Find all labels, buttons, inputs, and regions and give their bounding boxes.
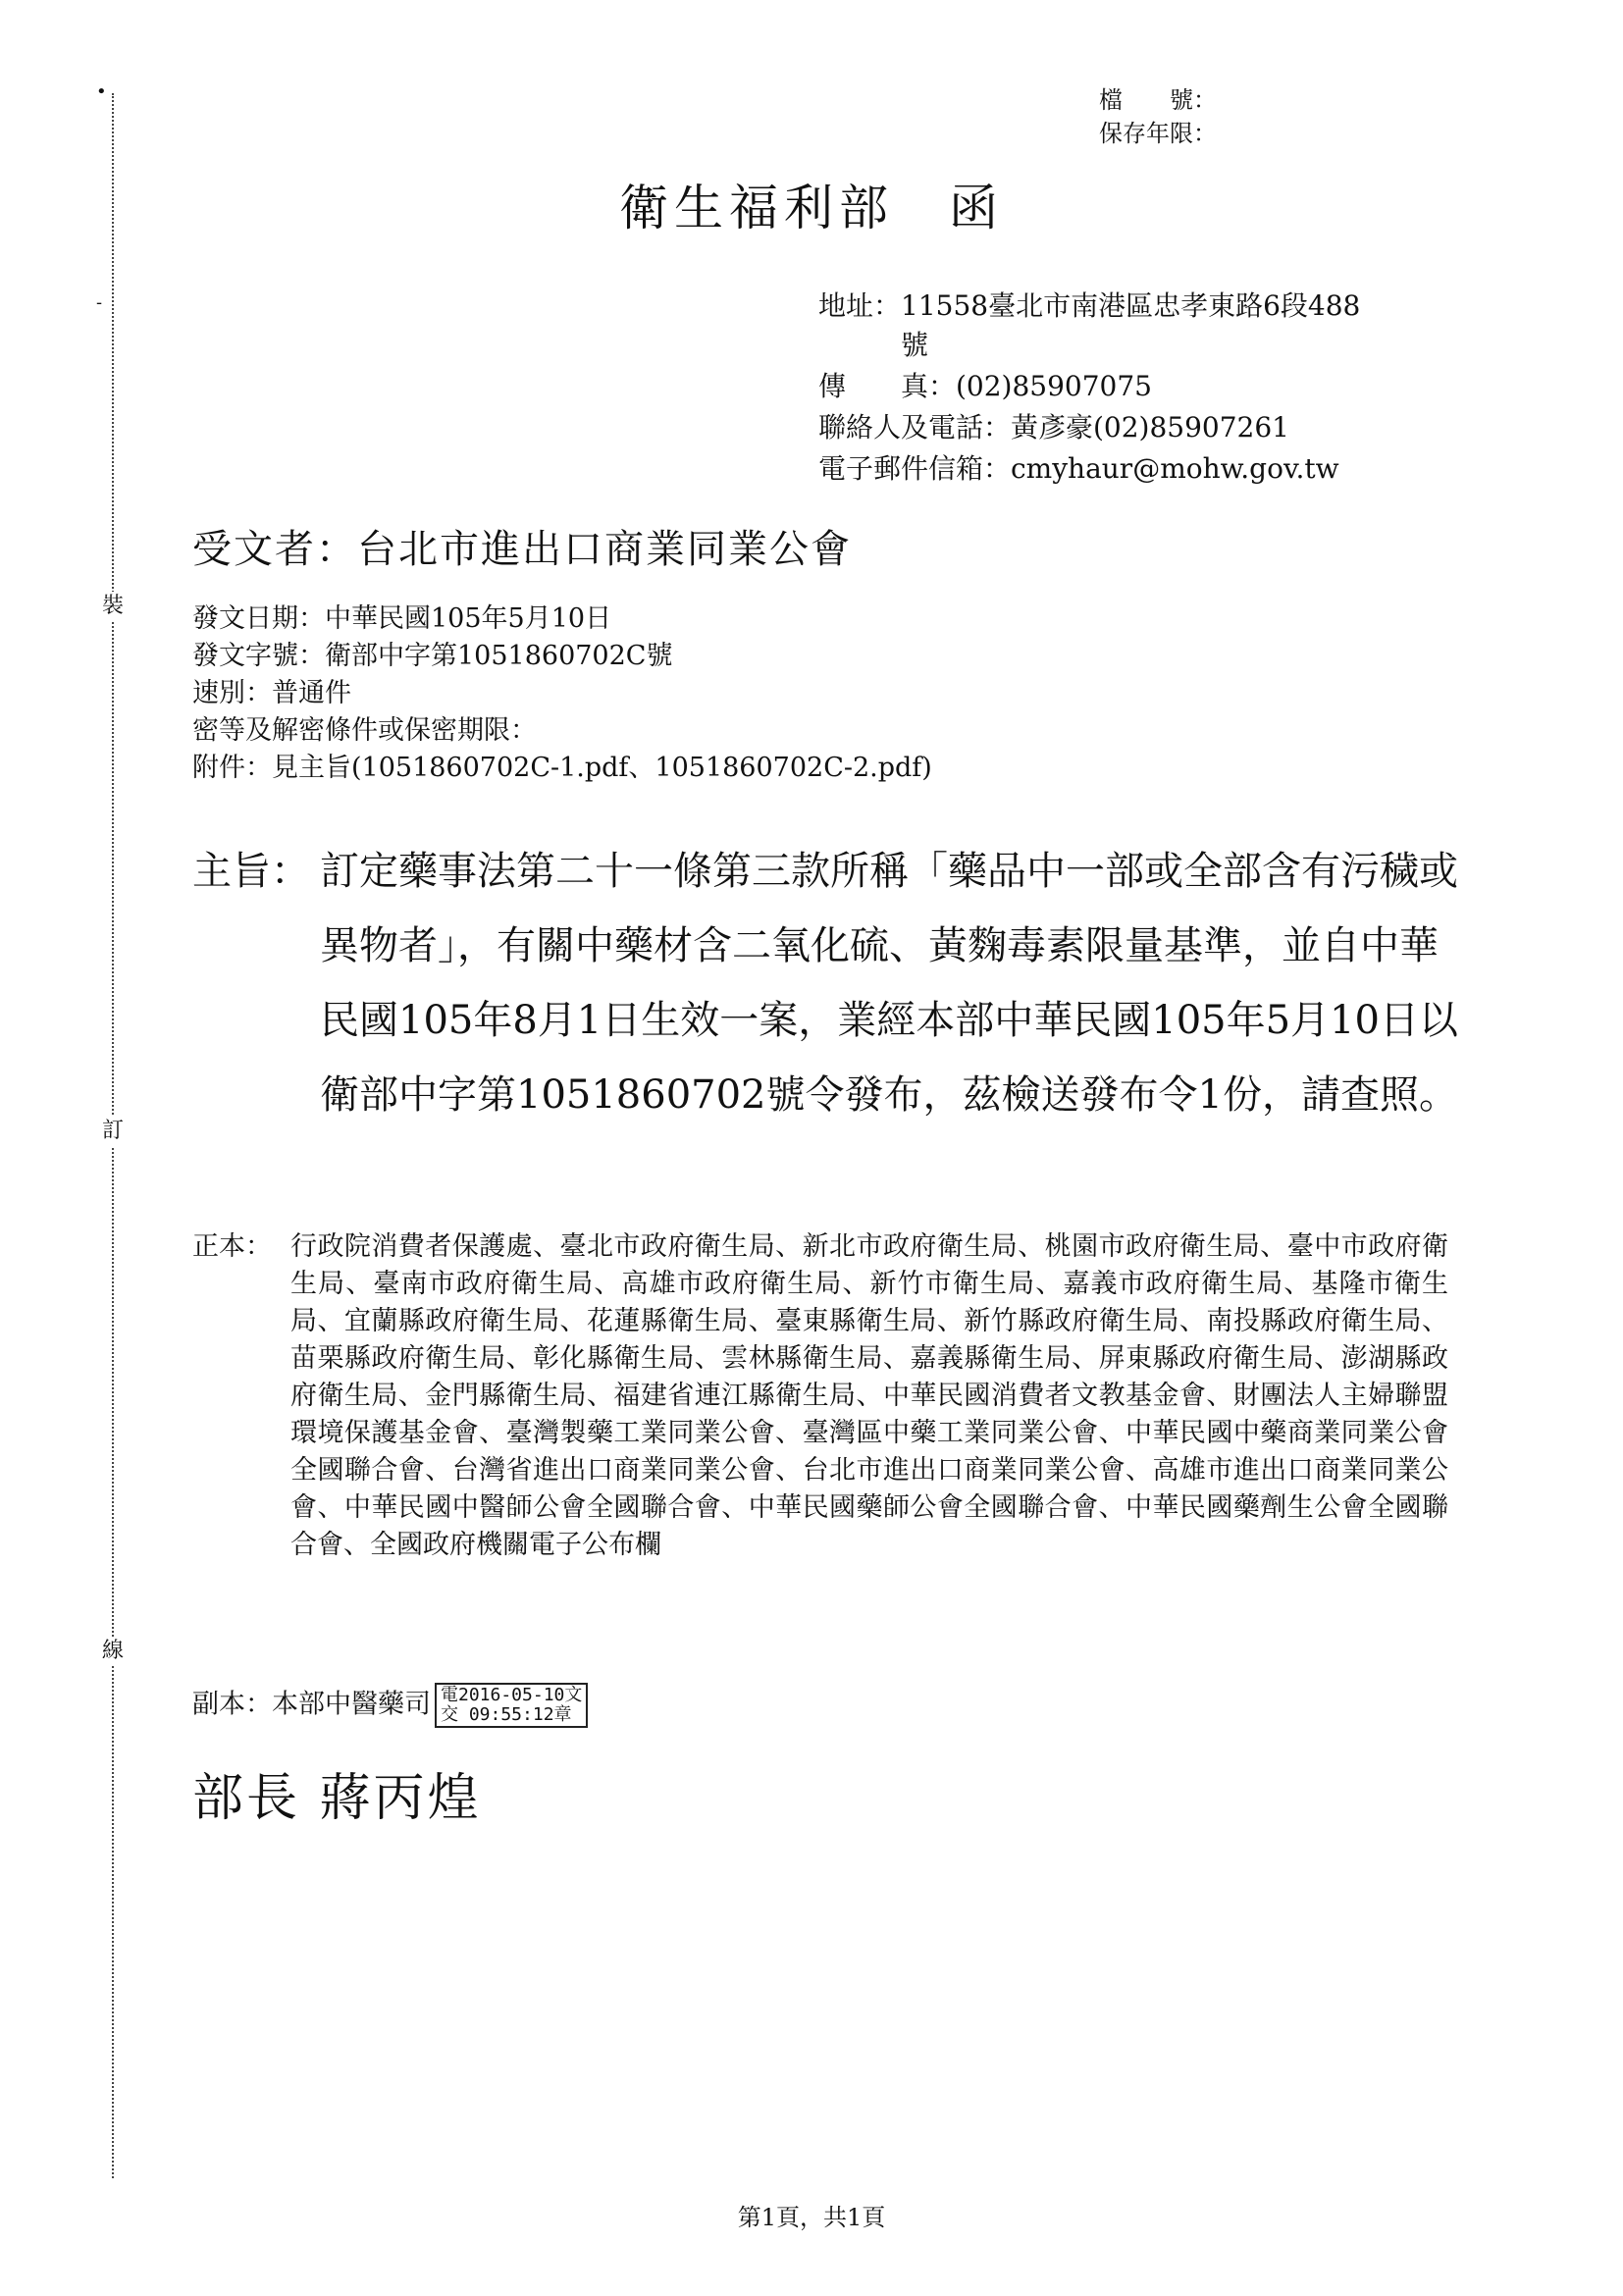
binding-label-top: 裝 — [98, 592, 128, 621]
page-number: 第1頁，共1頁 — [737, 2204, 886, 2231]
document-number: 發文字號：衛部中字第1051860702C號 — [192, 641, 673, 671]
document-title: 衛生福利部 函 — [619, 180, 1004, 236]
stamp-line-2: 交 09:55:12章 — [441, 1704, 572, 1725]
binding-dot: - — [96, 292, 103, 313]
subject-label: 主旨： — [192, 849, 310, 894]
address-line-2: 號 — [818, 329, 929, 361]
binding-dot: • — [96, 81, 107, 102]
delivery-speed: 速別：普通件 — [192, 678, 351, 708]
security-level: 密等及解密條件或保密期限： — [192, 715, 537, 746]
copy-recipients-text: 副本：本部中醫藥司 — [192, 1689, 431, 1720]
recipient: 受文者：台北市進出口商業同業公會 — [192, 527, 852, 572]
address-line-1: 地址：11558臺北市南港區忠孝東路6段488 — [818, 289, 1361, 322]
issue-date: 發文日期：中華民國105年5月10日 — [192, 603, 612, 634]
attachment: 附件：見主旨(1051860702C-1.pdf、1051860702C-2.pdf) — [192, 753, 932, 783]
electronic-exchange-stamp — [435, 1683, 588, 1728]
retention-period-label: 保存年限： — [1099, 120, 1217, 147]
minister-signature: 部長 蔣丙煌 — [192, 1769, 482, 1828]
contact-person: 聯絡人及電話：黃彥豪(02)85907261 — [818, 411, 1289, 444]
email-address: 電子郵件信箱：cmyhaur@mohw.gov.tw — [818, 452, 1339, 485]
binding-label-middle: 訂 — [98, 1117, 128, 1146]
subject-text: 訂定藥事法第二十一條第三款所稱「藥品中一部或全部含有污穢或異物者」，有關中藥材含二氧化硫、黃麴毒素限量基準，並自中華民國105年8月1日生效一案，業經本部中華民國105年5月10日以衛部中字第1051860702號令發布，茲檢送發布令1份，請查照。 — [320, 849, 1458, 1118]
original-recipients-label: 正本： — [192, 1231, 272, 1262]
stamp-line-1: 電2016-05-10文 — [441, 1685, 583, 1705]
file-number-label: 檔 號： — [1099, 86, 1217, 114]
fax-number: 傳 真：(02)85907075 — [818, 370, 1152, 402]
original-recipients-list: 行政院消費者保護處、臺北市政府衛生局、新北市政府衛生局、桃園市政府衛生局、臺中市政府衛生局、臺南市政府衛生局、高雄市政府衛生局、新竹市衛生局、嘉義市政府衛生局、基隆市衛生局、宜蘭縣政府衛生局、花蓮縣衛生局、臺東縣衛生局、新竹縣政府衛生局、南投縣政府衛生局、苗栗縣政府衛生局、彰化縣衛生局、雲林縣衛生局、嘉義縣衛生局、屏東縣政府衛生局、澎湖縣政府衛生局、金門縣衛生局、福建省連江縣衛生局、中華民國消費者文教基金會、財團法人主婦聯盟環境保護基金會、臺灣製藥工業同業公會、臺灣區中藥工業同業公會、中華民國中藥商業同業公會全國聯合會、台灣省進出口商業同業公會、台北市進出口商業同業公會、高雄市進出口商業同業公會、中華民國中醫師公會全國聯合會、中華民國藥師公會全國聯合會、中華民國藥劑生公會全國聯合會、全國政府機關電子公布欄 — [290, 1231, 1448, 1560]
copy-recipients — [192, 1683, 588, 1728]
binding-label-bottom: 線 — [98, 1637, 128, 1666]
